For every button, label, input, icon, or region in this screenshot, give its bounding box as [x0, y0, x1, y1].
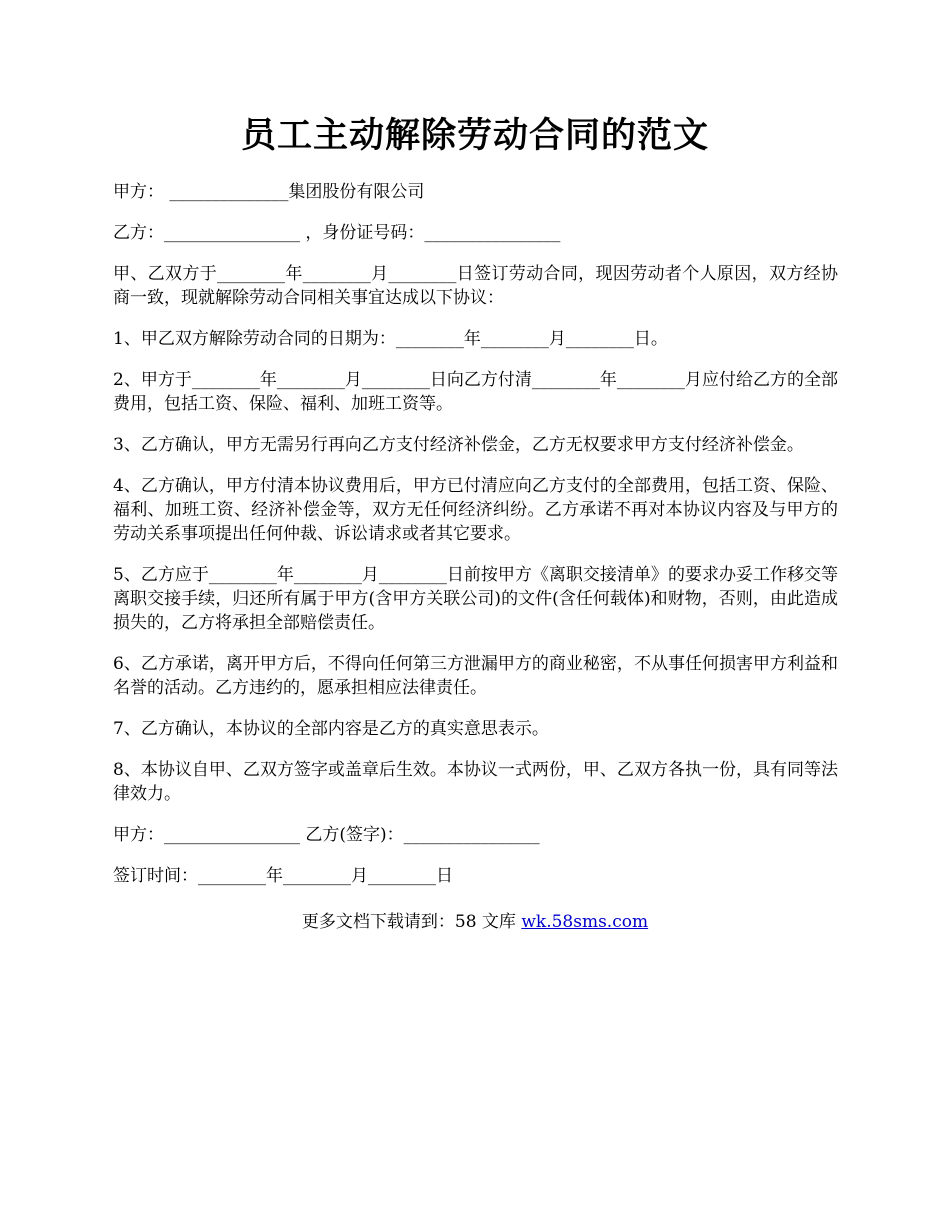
party-a-line: 甲方： ______________集团股份有限公司 — [113, 182, 425, 202]
footer — [0, 910, 950, 934]
intro-paragraph: 甲、乙双方于________年________月________日签订劳动合同，现因劳动者个人原因，双方经协商一致，现就解除劳动合同相关事宜达成以下协议： — [113, 264, 838, 308]
document-body — [113, 180, 838, 905]
clause-5: 5、乙方应于________年________月________日前按甲方《离职交接清单》的要求办妥工作移交等离职交接手续，归还所有属于甲方(含甲方关联公司)的文件(含任何载体)和财物，否则，由此造成损失的，乙方将承担全部赔偿责任。 — [113, 565, 838, 633]
clause-2: 2、甲方于________年________月________日向乙方付清________年________月应付给乙方的全部费用，包括工资、保险、福利、加班工资等。 — [113, 370, 838, 414]
signing-date-line: 签订时间：________年________月________日 — [113, 866, 453, 886]
clause-4: 4、乙方确认，甲方付清本协议费用后，甲方已付清应向乙方支付的全部费用，包括工资、保险、福利、加班工资、经济补偿金等，双方无任何经济纠纷。乙方承诺不再对本协议内容及与甲方的劳动关系事项提出任何仲裁、诉讼请求或者其它要求。 — [113, 476, 838, 544]
clause-7: 7、乙方确认，本协议的全部内容是乙方的真实意思表示。 — [113, 719, 549, 739]
party-b-line: 乙方：________________ ，身份证号码：________________ — [113, 223, 561, 243]
footer-text: 更多文档下载请到：58 文库 — [301, 912, 522, 932]
clause-1: 1、甲乙双方解除劳动合同的日期为：________年________月________日。 — [113, 329, 668, 349]
signature-line: 甲方：________________ 乙方(签字)：________________ — [113, 825, 540, 845]
clause-8: 8、本协议自甲、乙双方签字或盖章后生效。本协议一式两份，甲、乙双方各执一份，具有同等法律效力。 — [113, 760, 838, 804]
clause-3: 3、乙方确认，甲方无需另行再向乙方支付经济补偿金，乙方无权要求甲方支付经济补偿金。 — [113, 435, 804, 455]
clause-6: 6、乙方承诺，离开甲方后，不得向任何第三方泄漏甲方的商业秘密，不从事任何损害甲方利益和名誉的活动。乙方违约的，愿承担相应法律责任。 — [113, 654, 838, 698]
document-title: 员工主动解除劳动合同的范文 — [240, 115, 709, 156]
footer-link[interactable]: wk.58sms.com — [521, 912, 649, 932]
